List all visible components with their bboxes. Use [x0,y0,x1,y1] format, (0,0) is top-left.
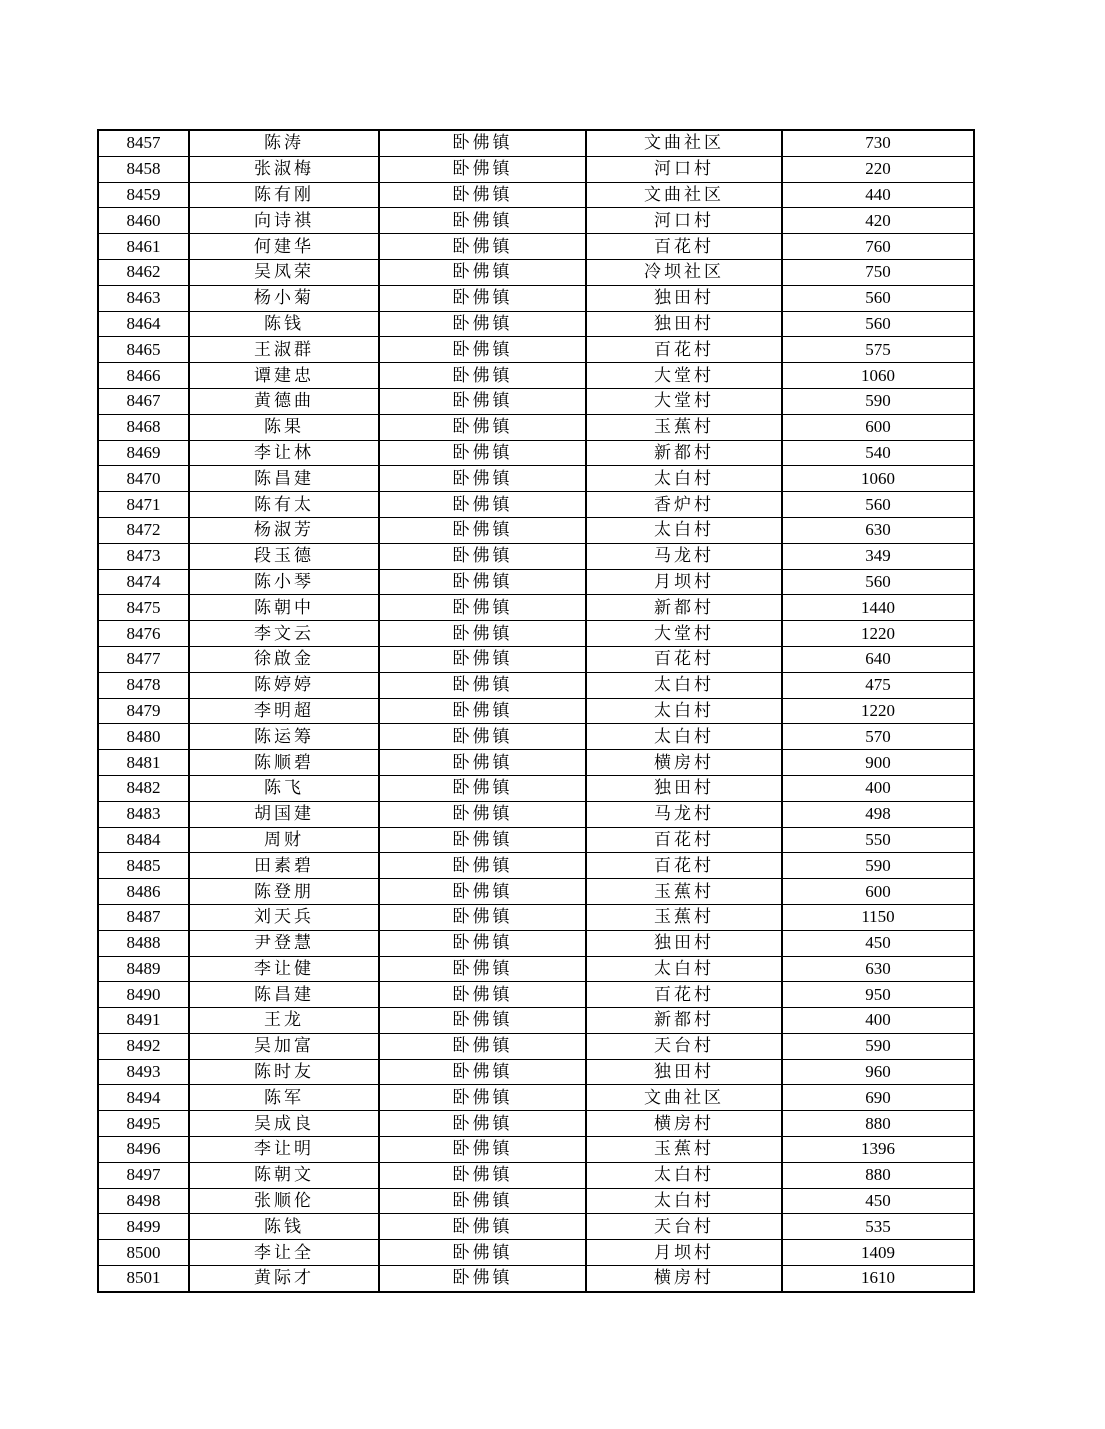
table-row [98,363,974,389]
village-cell: 横房村 [586,1266,782,1292]
person-name-cell: 陈朝中 [189,595,379,621]
village-cell: 独田村 [586,1059,782,1085]
village-cell: 文曲社区 [586,1085,782,1111]
row-number-cell: 8499 [98,1214,189,1240]
amount-cell: 900 [782,750,974,776]
village-cell: 玉蕉村 [586,904,782,930]
town-cell: 卧佛镇 [379,1033,586,1059]
town-cell: 卧佛镇 [379,775,586,801]
amount-cell: 1610 [782,1266,974,1292]
amount-cell: 400 [782,1008,974,1034]
row-number-cell: 8487 [98,904,189,930]
table-row [98,569,974,595]
row-number-cell: 8489 [98,956,189,982]
table-row [98,1240,974,1266]
village-cell: 大堂村 [586,388,782,414]
table-row [98,827,974,853]
town-cell: 卧佛镇 [379,492,586,518]
town-cell: 卧佛镇 [379,801,586,827]
person-name-cell: 陈昌建 [189,982,379,1008]
town-cell: 卧佛镇 [379,930,586,956]
amount-cell: 590 [782,388,974,414]
table-row [98,1008,974,1034]
person-name-cell: 陈登朋 [189,879,379,905]
person-name-cell: 黄德曲 [189,388,379,414]
person-name-cell: 陈涛 [189,130,379,156]
town-cell: 卧佛镇 [379,1008,586,1034]
amount-cell: 1440 [782,595,974,621]
row-number-cell: 8478 [98,672,189,698]
town-cell: 卧佛镇 [379,363,586,389]
table-row [98,234,974,260]
table-row [98,208,974,234]
person-name-cell: 陈朝文 [189,1162,379,1188]
town-cell: 卧佛镇 [379,698,586,724]
person-name-cell: 陈时友 [189,1059,379,1085]
amount-cell: 750 [782,259,974,285]
row-number-cell: 8501 [98,1266,189,1292]
person-name-cell: 陈有太 [189,492,379,518]
village-cell: 香炉村 [586,492,782,518]
table-row [98,646,974,672]
amount-cell: 560 [782,311,974,337]
table-row [98,311,974,337]
village-cell: 百花村 [586,337,782,363]
town-cell: 卧佛镇 [379,1137,586,1163]
amount-cell: 220 [782,156,974,182]
row-number-cell: 8492 [98,1033,189,1059]
person-name-cell: 陈有刚 [189,182,379,208]
person-name-cell: 张顺伦 [189,1188,379,1214]
village-cell: 横房村 [586,1111,782,1137]
row-number-cell: 8463 [98,285,189,311]
village-cell: 新都村 [586,440,782,466]
row-number-cell: 8483 [98,801,189,827]
table-row [98,414,974,440]
amount-cell: 535 [782,1214,974,1240]
amount-cell: 760 [782,234,974,260]
town-cell: 卧佛镇 [379,1111,586,1137]
town-cell: 卧佛镇 [379,621,586,647]
village-cell: 横房村 [586,750,782,776]
person-name-cell: 徐啟金 [189,646,379,672]
row-number-cell: 8491 [98,1008,189,1034]
row-number-cell: 8474 [98,569,189,595]
town-cell: 卧佛镇 [379,337,586,363]
person-name-cell: 陈钱 [189,311,379,337]
row-number-cell: 8477 [98,646,189,672]
person-name-cell: 何建华 [189,234,379,260]
table-row [98,156,974,182]
table-body [98,130,974,1292]
row-number-cell: 8469 [98,440,189,466]
amount-cell: 600 [782,414,974,440]
row-number-cell: 8479 [98,698,189,724]
amount-cell: 630 [782,956,974,982]
amount-cell: 880 [782,1111,974,1137]
town-cell: 卧佛镇 [379,646,586,672]
village-cell: 百花村 [586,853,782,879]
table-row [98,1266,974,1292]
amount-cell: 1150 [782,904,974,930]
village-cell: 马龙村 [586,543,782,569]
village-cell: 月坝村 [586,1240,782,1266]
amount-cell: 575 [782,337,974,363]
town-cell: 卧佛镇 [379,388,586,414]
amount-cell: 950 [782,982,974,1008]
amount-cell: 349 [782,543,974,569]
village-cell: 大堂村 [586,363,782,389]
person-name-cell: 陈飞 [189,775,379,801]
person-name-cell: 周财 [189,827,379,853]
person-name-cell: 吴凤荣 [189,259,379,285]
amount-cell: 690 [782,1085,974,1111]
table-row [98,621,974,647]
town-cell: 卧佛镇 [379,1059,586,1085]
amount-cell: 550 [782,827,974,853]
table-row [98,1033,974,1059]
town-cell: 卧佛镇 [379,285,586,311]
amount-cell: 1220 [782,621,974,647]
person-name-cell: 李明超 [189,698,379,724]
table-row [98,930,974,956]
row-number-cell: 8460 [98,208,189,234]
person-name-cell: 王龙 [189,1008,379,1034]
table-row [98,1214,974,1240]
village-cell: 百花村 [586,827,782,853]
town-cell: 卧佛镇 [379,672,586,698]
amount-cell: 498 [782,801,974,827]
row-number-cell: 8476 [98,621,189,647]
amount-cell: 540 [782,440,974,466]
town-cell: 卧佛镇 [379,1162,586,1188]
table-row [98,259,974,285]
town-cell: 卧佛镇 [379,904,586,930]
row-number-cell: 8490 [98,982,189,1008]
village-cell: 太白村 [586,698,782,724]
row-number-cell: 8468 [98,414,189,440]
row-number-cell: 8486 [98,879,189,905]
town-cell: 卧佛镇 [379,208,586,234]
amount-cell: 1396 [782,1137,974,1163]
village-cell: 玉蕉村 [586,414,782,440]
person-name-cell: 段玉德 [189,543,379,569]
village-cell: 文曲社区 [586,130,782,156]
row-number-cell: 8464 [98,311,189,337]
village-cell: 文曲社区 [586,182,782,208]
village-cell: 太白村 [586,956,782,982]
row-number-cell: 8488 [98,930,189,956]
table-row [98,1085,974,1111]
town-cell: 卧佛镇 [379,956,586,982]
table-row [98,672,974,698]
table-row [98,982,974,1008]
amount-cell: 600 [782,879,974,905]
table-row [98,595,974,621]
village-cell: 百花村 [586,234,782,260]
table-row [98,1162,974,1188]
village-cell: 独田村 [586,930,782,956]
amount-cell: 630 [782,517,974,543]
village-cell: 百花村 [586,646,782,672]
person-name-cell: 黄际才 [189,1266,379,1292]
town-cell: 卧佛镇 [379,440,586,466]
town-cell: 卧佛镇 [379,1266,586,1292]
person-name-cell: 谭建忠 [189,363,379,389]
table-row [98,879,974,905]
person-name-cell: 杨淑芳 [189,517,379,543]
table-row [98,1188,974,1214]
table-row [98,182,974,208]
person-name-cell: 陈果 [189,414,379,440]
town-cell: 卧佛镇 [379,879,586,905]
town-cell: 卧佛镇 [379,982,586,1008]
town-cell: 卧佛镇 [379,259,586,285]
table-row [98,801,974,827]
row-number-cell: 8485 [98,853,189,879]
amount-cell: 1060 [782,466,974,492]
row-number-cell: 8493 [98,1059,189,1085]
table-row [98,388,974,414]
town-cell: 卧佛镇 [379,1085,586,1111]
amount-cell: 400 [782,775,974,801]
table-row [98,956,974,982]
table-row [98,543,974,569]
row-number-cell: 8473 [98,543,189,569]
town-cell: 卧佛镇 [379,234,586,260]
row-number-cell: 8458 [98,156,189,182]
person-name-cell: 李让全 [189,1240,379,1266]
village-cell: 天台村 [586,1214,782,1240]
person-name-cell: 刘天兵 [189,904,379,930]
amount-cell: 475 [782,672,974,698]
amount-cell: 560 [782,569,974,595]
row-number-cell: 8457 [98,130,189,156]
village-cell: 玉蕉村 [586,1137,782,1163]
row-number-cell: 8497 [98,1162,189,1188]
village-cell: 马龙村 [586,801,782,827]
town-cell: 卧佛镇 [379,414,586,440]
row-number-cell: 8498 [98,1188,189,1214]
person-name-cell: 陈运筹 [189,724,379,750]
town-cell: 卧佛镇 [379,595,586,621]
person-name-cell: 陈婷婷 [189,672,379,698]
village-cell: 太白村 [586,466,782,492]
row-number-cell: 8471 [98,492,189,518]
village-cell: 月坝村 [586,569,782,595]
row-number-cell: 8480 [98,724,189,750]
row-number-cell: 8470 [98,466,189,492]
row-number-cell: 8467 [98,388,189,414]
person-name-cell: 田素碧 [189,853,379,879]
amount-cell: 730 [782,130,974,156]
town-cell: 卧佛镇 [379,182,586,208]
person-name-cell: 杨小菊 [189,285,379,311]
village-cell: 百花村 [586,982,782,1008]
row-number-cell: 8466 [98,363,189,389]
person-name-cell: 胡国建 [189,801,379,827]
village-cell: 新都村 [586,1008,782,1034]
table-row [98,1059,974,1085]
village-cell: 冷坝社区 [586,259,782,285]
village-cell: 大堂村 [586,621,782,647]
row-number-cell: 8482 [98,775,189,801]
town-cell: 卧佛镇 [379,466,586,492]
village-cell: 天台村 [586,1033,782,1059]
village-cell: 独田村 [586,775,782,801]
table-row [98,1137,974,1163]
person-name-cell: 向诗祺 [189,208,379,234]
person-name-cell: 陈小琴 [189,569,379,595]
village-cell: 独田村 [586,285,782,311]
table-row [98,285,974,311]
table-row [98,775,974,801]
amount-cell: 880 [782,1162,974,1188]
table-row [98,492,974,518]
row-number-cell: 8461 [98,234,189,260]
row-number-cell: 8462 [98,259,189,285]
row-number-cell: 8496 [98,1137,189,1163]
town-cell: 卧佛镇 [379,724,586,750]
person-name-cell: 陈昌建 [189,466,379,492]
table-row [98,853,974,879]
village-cell: 独田村 [586,311,782,337]
village-cell: 太白村 [586,1162,782,1188]
table-row [98,337,974,363]
village-cell: 太白村 [586,517,782,543]
town-cell: 卧佛镇 [379,156,586,182]
amount-cell: 420 [782,208,974,234]
amount-cell: 1220 [782,698,974,724]
town-cell: 卧佛镇 [379,569,586,595]
row-number-cell: 8484 [98,827,189,853]
amount-cell: 1060 [782,363,974,389]
amount-cell: 640 [782,646,974,672]
amount-cell: 590 [782,1033,974,1059]
table-row [98,698,974,724]
town-cell: 卧佛镇 [379,1214,586,1240]
table-row [98,904,974,930]
town-cell: 卧佛镇 [379,1240,586,1266]
village-cell: 太白村 [586,1188,782,1214]
row-number-cell: 8500 [98,1240,189,1266]
person-name-cell: 李让林 [189,440,379,466]
town-cell: 卧佛镇 [379,750,586,776]
village-cell: 新都村 [586,595,782,621]
table-row [98,466,974,492]
town-cell: 卧佛镇 [379,543,586,569]
village-cell: 河口村 [586,208,782,234]
village-cell: 河口村 [586,156,782,182]
person-name-cell: 尹登慧 [189,930,379,956]
person-name-cell: 李让健 [189,956,379,982]
person-name-cell: 张淑梅 [189,156,379,182]
subsidy-table [97,129,975,1293]
person-name-cell: 吴成良 [189,1111,379,1137]
amount-cell: 560 [782,492,974,518]
amount-cell: 960 [782,1059,974,1085]
table-row [98,724,974,750]
row-number-cell: 8459 [98,182,189,208]
town-cell: 卧佛镇 [379,311,586,337]
town-cell: 卧佛镇 [379,130,586,156]
person-name-cell: 陈钱 [189,1214,379,1240]
table-row [98,517,974,543]
amount-cell: 440 [782,182,974,208]
amount-cell: 570 [782,724,974,750]
town-cell: 卧佛镇 [379,827,586,853]
table-row [98,130,974,156]
person-name-cell: 陈顺碧 [189,750,379,776]
table-row [98,750,974,776]
row-number-cell: 8495 [98,1111,189,1137]
village-cell: 太白村 [586,724,782,750]
amount-cell: 450 [782,930,974,956]
village-cell: 太白村 [586,672,782,698]
table-row [98,440,974,466]
town-cell: 卧佛镇 [379,517,586,543]
amount-cell: 450 [782,1188,974,1214]
row-number-cell: 8481 [98,750,189,776]
town-cell: 卧佛镇 [379,1188,586,1214]
person-name-cell: 陈军 [189,1085,379,1111]
table-row [98,1111,974,1137]
row-number-cell: 8475 [98,595,189,621]
person-name-cell: 李让明 [189,1137,379,1163]
row-number-cell: 8494 [98,1085,189,1111]
row-number-cell: 8472 [98,517,189,543]
person-name-cell: 李文云 [189,621,379,647]
person-name-cell: 王淑群 [189,337,379,363]
row-number-cell: 8465 [98,337,189,363]
town-cell: 卧佛镇 [379,853,586,879]
person-name-cell: 吴加富 [189,1033,379,1059]
amount-cell: 560 [782,285,974,311]
amount-cell: 590 [782,853,974,879]
amount-cell: 1409 [782,1240,974,1266]
village-cell: 玉蕉村 [586,879,782,905]
